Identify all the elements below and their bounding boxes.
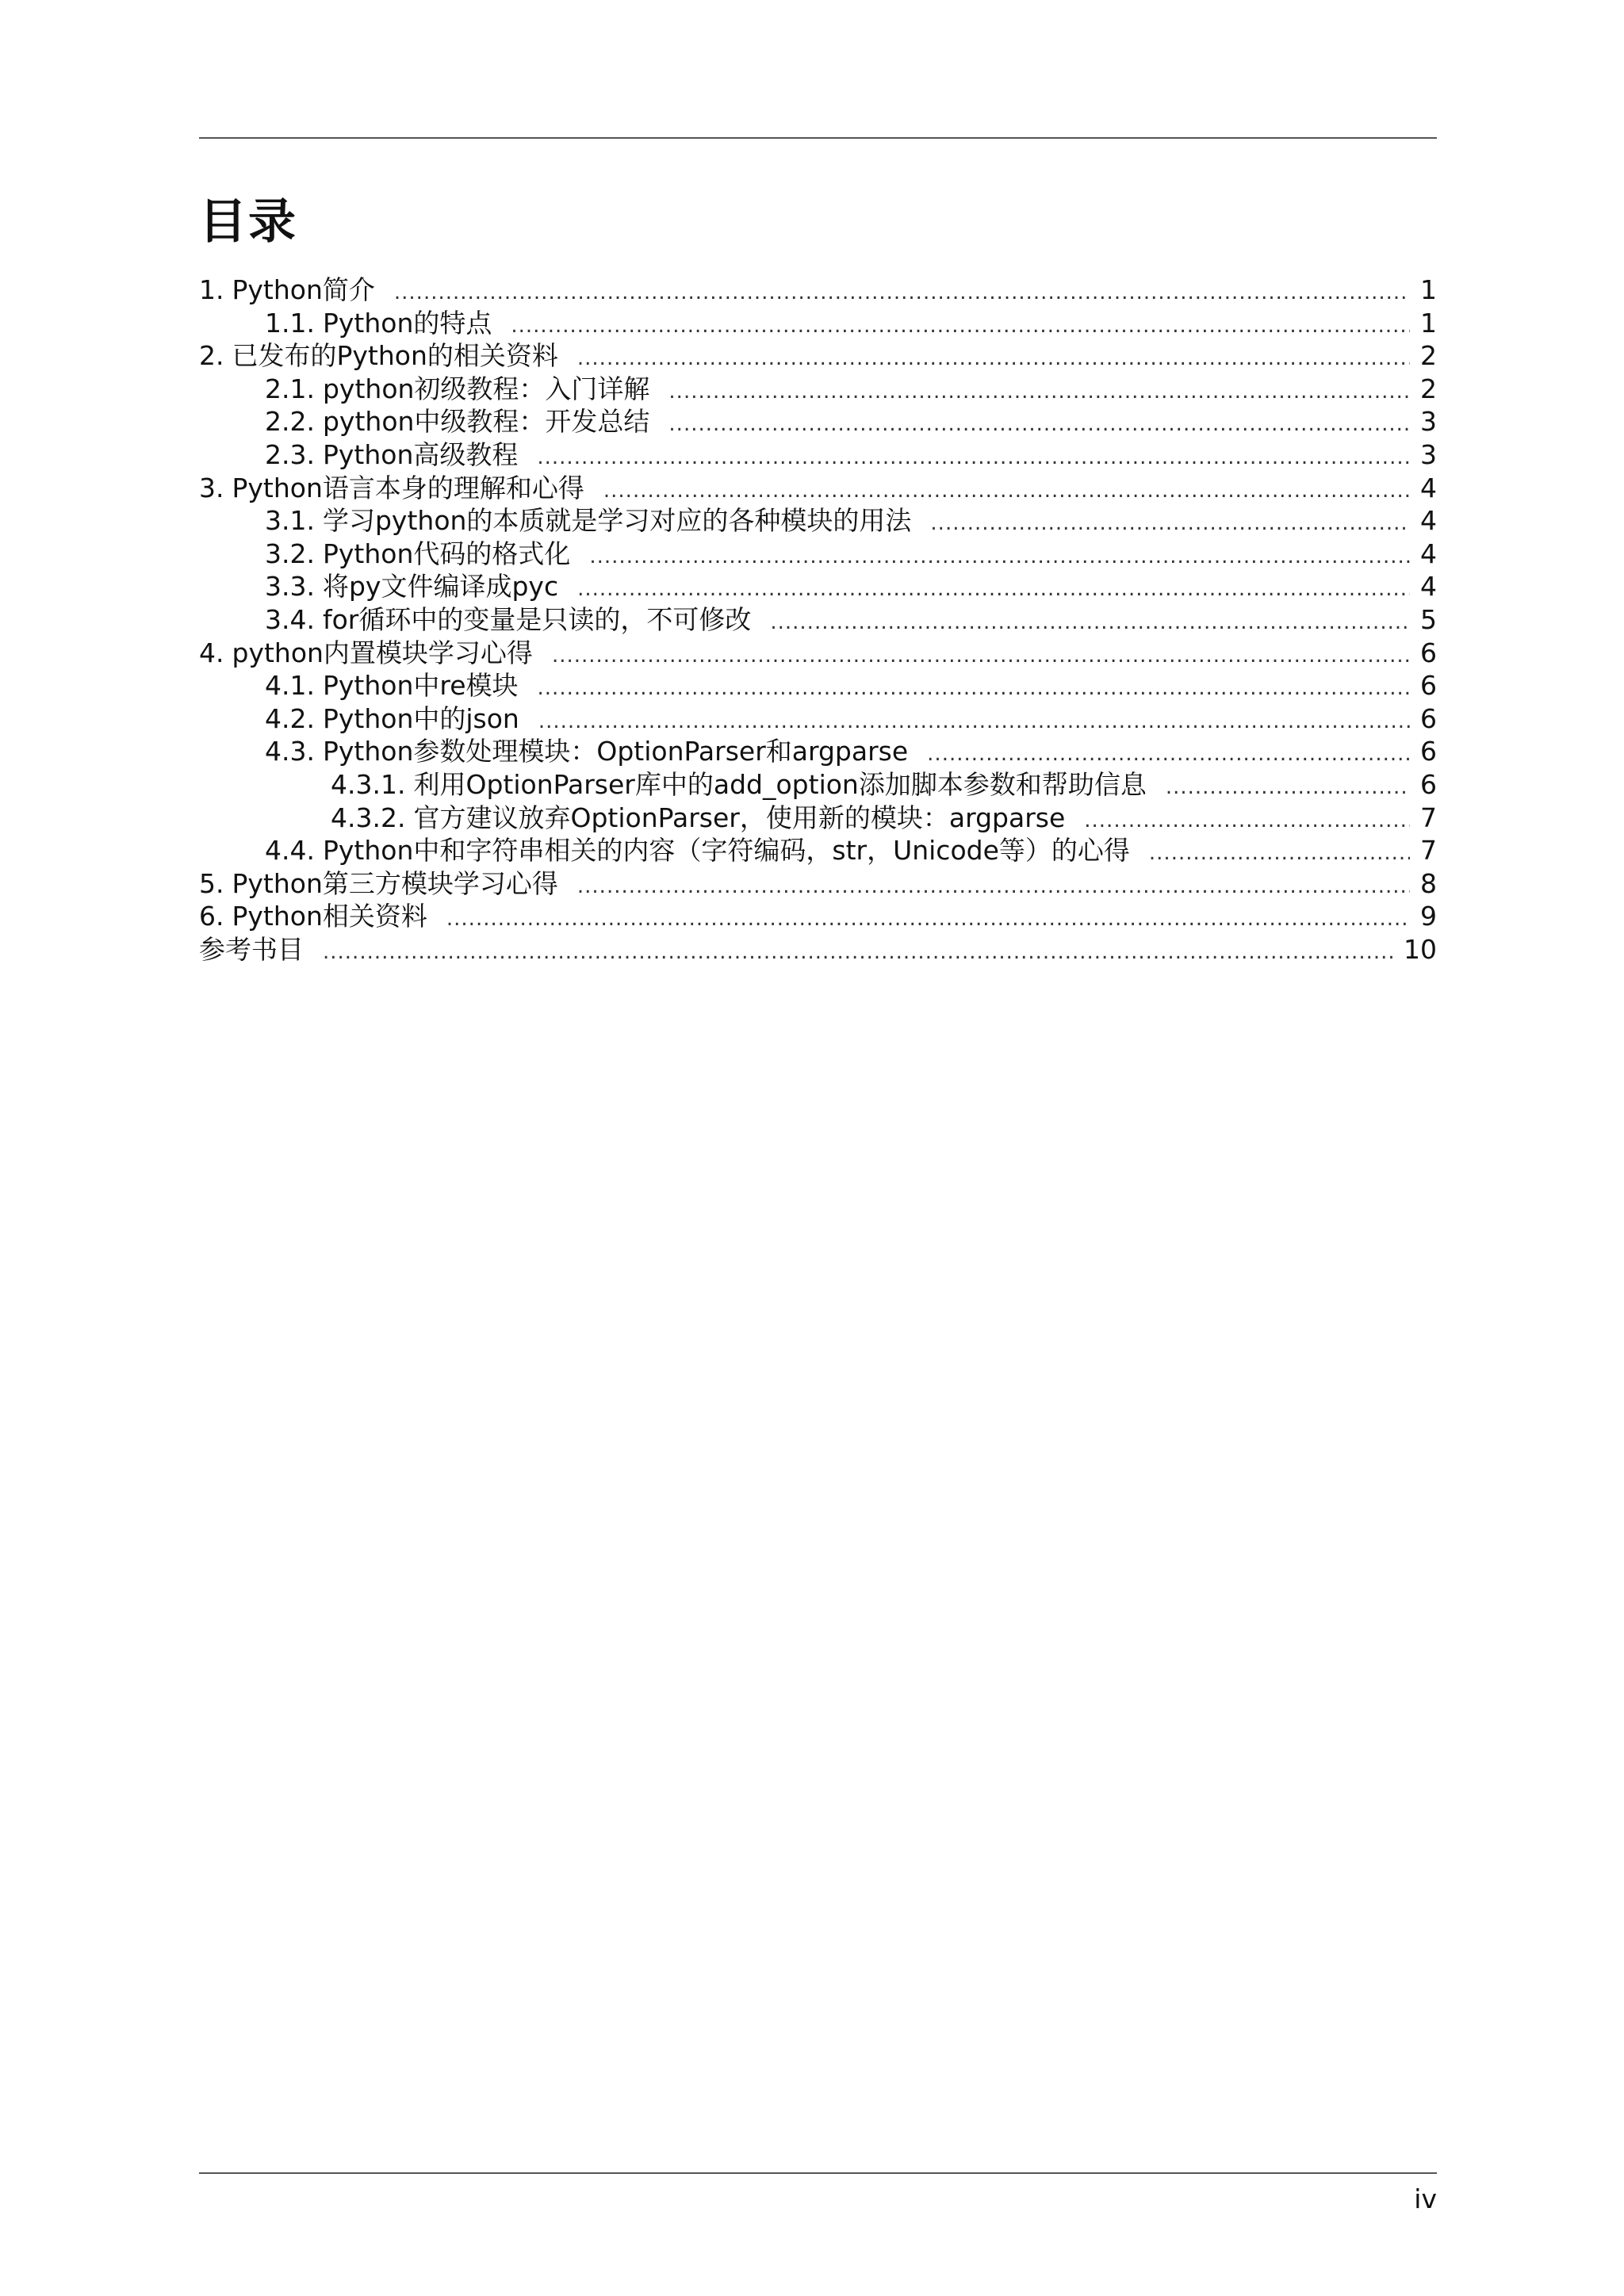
toc-dot-leader <box>668 376 1410 409</box>
toc-entry[interactable] <box>199 504 1437 538</box>
toc-entry-label: Python代码的格式化 <box>322 538 571 569</box>
toc-entry-page: 9 <box>1420 901 1437 932</box>
toc-entry[interactable] <box>199 900 1437 933</box>
toc-entry[interactable] <box>199 570 1437 603</box>
toc-entry-label: Python第三方模块学习心得 <box>232 867 558 899</box>
toc-list <box>199 274 1437 966</box>
toc-entry[interactable] <box>199 867 1437 901</box>
toc-dot-leader <box>538 672 1410 706</box>
toc-entry-label: 官方建议放弃OptionParser，使用新的模块：argparse <box>413 802 1066 833</box>
toc-entry-number: 1. <box>199 274 224 305</box>
toc-entry-number: 4. <box>199 637 224 668</box>
toc-entry[interactable] <box>199 438 1437 472</box>
toc-entry-label: Python高级教程 <box>322 438 519 470</box>
toc-entry[interactable] <box>199 405 1437 438</box>
toc-entry[interactable] <box>199 669 1437 702</box>
toc-dot-leader <box>394 277 1410 310</box>
toc-dot-leader <box>668 408 1410 442</box>
toc-entry-label: python初级教程：入门详解 <box>322 373 650 404</box>
toc-entry-page: 6 <box>1420 670 1437 702</box>
toc-entry[interactable] <box>199 538 1437 571</box>
toc-dot-leader <box>1149 837 1410 871</box>
toc-entry[interactable] <box>199 637 1437 670</box>
toc-entry-page: 4 <box>1420 538 1437 569</box>
toc-entry[interactable] <box>199 339 1437 373</box>
toc-entry[interactable] <box>199 307 1437 340</box>
toc-dot-leader <box>603 475 1410 508</box>
toc-entry-number: 5. <box>199 867 224 899</box>
toc-dot-leader <box>577 342 1410 376</box>
toc-entry-number: 3.2. <box>265 538 315 569</box>
toc-dot-leader <box>927 738 1410 771</box>
toc-entry-label: Python中和字符串相关的内容（字符编码，str，Unicode等）的心得 <box>322 835 1130 867</box>
toc-dot-leader <box>1084 805 1410 838</box>
footer-rule <box>199 2172 1437 2174</box>
toc-dot-leader <box>537 442 1410 475</box>
toc-dot-leader <box>577 871 1410 904</box>
toc-entry-number: 2.1. <box>265 373 315 404</box>
toc-entry[interactable] <box>199 933 1437 966</box>
toc-entry-page: 8 <box>1420 867 1437 899</box>
header-rule <box>199 137 1437 139</box>
toc-entry-label: 学习python的本质就是学习对应的各种模块的用法 <box>322 505 912 537</box>
toc-entry-label: Python简介 <box>232 274 375 305</box>
toc-entry-label: for循环中的变量是只读的，不可修改 <box>322 603 752 635</box>
toc-entry-page: 2 <box>1420 340 1437 372</box>
toc-entry-page: 2 <box>1420 373 1437 404</box>
toc-dot-leader <box>770 607 1410 640</box>
toc-dot-leader <box>552 640 1410 673</box>
toc-entry[interactable] <box>199 373 1437 406</box>
toc-entry-page: 6 <box>1420 768 1437 800</box>
toc-dot-leader <box>1166 771 1410 805</box>
toc-entry-label: python中级教程：开发总结 <box>322 406 650 438</box>
toc-entry-number: 3. <box>199 472 224 503</box>
toc-entry-label: Python语言本身的理解和心得 <box>232 472 584 503</box>
toc-entry-page: 4 <box>1420 571 1437 603</box>
toc-entry[interactable] <box>199 802 1437 835</box>
page-number: iv <box>1414 2183 1437 2214</box>
toc-entry-number: 4.4. <box>265 835 315 867</box>
toc-dot-leader <box>577 573 1410 607</box>
toc-entry-page: 6 <box>1420 702 1437 734</box>
toc-entry-page: 6 <box>1420 736 1437 767</box>
toc-entry-number: 4.1. <box>265 670 315 702</box>
toc-entry-number: 3.1. <box>265 505 315 537</box>
toc-entry-label: 利用OptionParser库中的add_option添加脚本参数和帮助信息 <box>413 768 1147 800</box>
toc-dot-leader <box>446 903 1410 936</box>
toc-entry-number: 2.2. <box>265 406 315 438</box>
toc-entry[interactable] <box>199 768 1437 802</box>
toc-dot-leader <box>511 310 1410 343</box>
toc-dot-leader <box>930 507 1410 541</box>
toc-entry-label: 参考书目 <box>199 933 304 965</box>
toc-entry-label: Python中re模块 <box>322 670 519 702</box>
toc-entry-number: 4.2. <box>265 702 315 734</box>
toc-entry-page: 7 <box>1420 835 1437 867</box>
toc-entry-page: 4 <box>1420 472 1437 503</box>
toc-entry-label: Python的特点 <box>322 307 492 339</box>
toc-entry-page: 6 <box>1420 637 1437 668</box>
toc-entry-page: 10 <box>1404 933 1437 965</box>
toc-entry[interactable] <box>199 472 1437 505</box>
toc-entry-label: Python参数处理模块：OptionParser和argparse <box>322 736 909 767</box>
toc-entry-label: Python中的json <box>322 702 519 734</box>
toc-entry-number: 1.1. <box>265 307 315 339</box>
toc-entry-label: 将py文件编译成pyc <box>322 571 559 603</box>
toc-entry-number: 3.3. <box>265 571 315 603</box>
toc-dot-leader <box>323 936 1396 970</box>
toc-entry-number: 2. <box>199 340 224 372</box>
toc-entry-page: 1 <box>1420 274 1437 305</box>
toc-entry-label: python内置模块学习心得 <box>232 637 533 668</box>
toc-entry-page: 3 <box>1420 438 1437 470</box>
toc-entry-label: Python相关资料 <box>232 901 427 932</box>
toc-entry-page: 1 <box>1420 307 1437 339</box>
toc-entry[interactable] <box>199 274 1437 307</box>
toc-entry-number: 6. <box>199 901 224 932</box>
toc-entry-page: 5 <box>1420 603 1437 635</box>
toc-entry-number: 3.4. <box>265 603 315 635</box>
toc-entry-page: 3 <box>1420 406 1437 438</box>
toc-entry-number: 4.3.2. <box>331 802 406 833</box>
toc-entry[interactable] <box>199 603 1437 637</box>
toc-entry[interactable] <box>199 702 1437 736</box>
toc-entry-number: 4.3.1. <box>331 768 406 800</box>
toc-entry-number: 2.3. <box>265 438 315 470</box>
toc-entry[interactable] <box>199 834 1437 867</box>
toc-entry-number: 4.3. <box>265 736 315 767</box>
toc-entry[interactable] <box>199 735 1437 768</box>
toc-dot-leader <box>538 706 1410 739</box>
toc-dot-leader <box>589 541 1410 574</box>
toc-title: 目录 <box>199 194 297 250</box>
toc-entry-page: 7 <box>1420 802 1437 833</box>
toc-entry-page: 4 <box>1420 505 1437 537</box>
toc-entry-label: 已发布的Python的相关资料 <box>232 340 558 372</box>
